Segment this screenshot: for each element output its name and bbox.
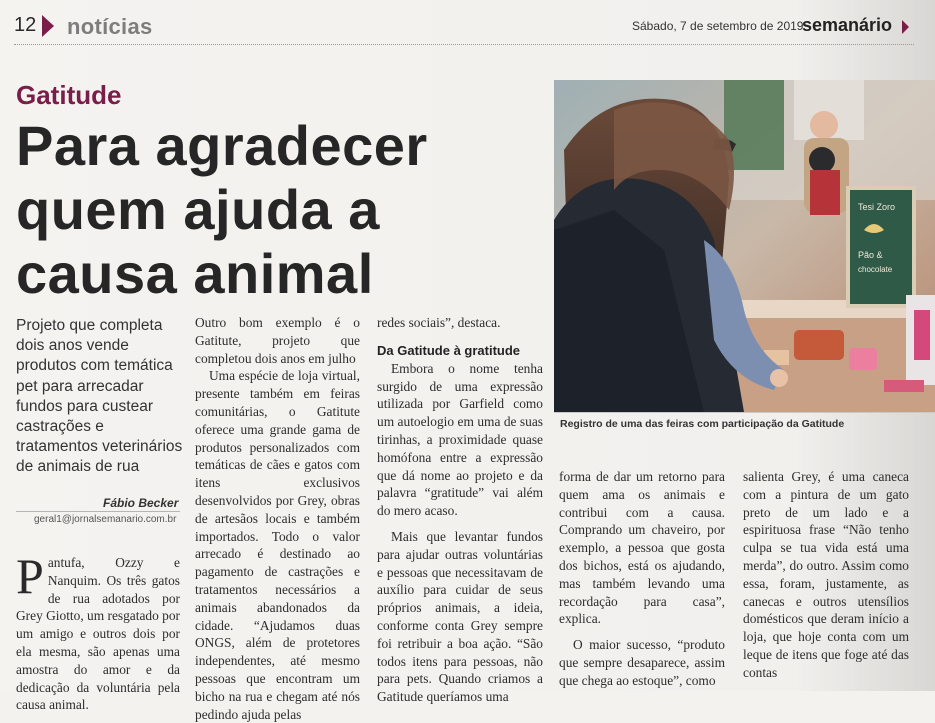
article-subhead: Da Gatitude à gratitude bbox=[377, 342, 521, 358]
sign-text: chocolate bbox=[858, 265, 893, 274]
paragraph: redes sociais”, destaca. bbox=[377, 315, 501, 330]
article-column-5 bbox=[743, 468, 909, 682]
photo-caption: Registro de uma das feiras com participação da Gatitude bbox=[560, 418, 845, 430]
paragraph: Mais que levantar fundos para ajudar outras voluntárias e pessoas que necessitavam de auxílio para cuidar de seus próprios animais, a ideia, conforme conta Grey sempre foi retribuir a boa ação. “São todos itens para pessoas, não para pets. Quando criamos a Gatitude queríamos uma bbox=[377, 528, 543, 705]
article-headline bbox=[16, 114, 546, 306]
author-name: Fábio Becker bbox=[103, 496, 179, 510]
paragraph: Uma espécie de loja virtual, presente também em feiras comunitárias, o Gatitute oferece uma grande gama de produtos personalizados com temáticas de cães e gatos com itens exclusivos desenvolvidos por Grey, obras de artesãos locais e também importados. Todo o valor arrecado é destinado ao pagamento de castrações e tratamentos necessários a animais abandonados da cidade. “Ajudamos duas ONGS, além de protetores independentes, até mesmo pessoas que encontram um bicho na rua e chegam até nós pedindo ajuda pelas bbox=[195, 368, 360, 722]
paragraph: Outro bom exemplo é o Gatitute, projeto que completou dois anos em julho bbox=[195, 315, 360, 366]
paragraph: Embora o nome tenha surgido de uma expressão utilizada por Garfield como um autoelogio em uma de suas tirinhas, a proximidade quase homófona entre a expressão que dá nome ao projeto e da palavra “gratitude” vai além do mero acaso. bbox=[377, 360, 543, 519]
issue-date: Sábado, 7 de setembro de 2019 bbox=[632, 19, 804, 33]
article-kicker: Gatitude bbox=[16, 80, 122, 110]
article-column-3 bbox=[377, 314, 543, 706]
author-email: geral1@jornalsemanario.com.br bbox=[34, 514, 177, 525]
article-column-4 bbox=[559, 468, 725, 690]
article-photo bbox=[554, 80, 935, 412]
chevron-right-icon bbox=[42, 15, 54, 37]
headline-line: causa animal bbox=[16, 242, 374, 305]
article-standfirst: Projeto que completa dois anos vende produtos com temática pet para arrecadar fundos para custear castrações e tratamentos veterinários de animais de rua bbox=[16, 317, 183, 476]
paragraph: forma de dar um retorno para quem ama os animais e contribui com a causa. Comprando um chaveiro, por exemplo, a pessoa que gosta dos bichos, está os ajudando, mas também levando uma recordação para casa”, explica. bbox=[559, 469, 725, 627]
page-number: 12 bbox=[14, 14, 37, 36]
paragraph: antufa, Ozzy e Nanquim. Os três gatos de rua adotados por Grey Giotto, um resgatado por um amigo e outros dois por ela mesma, são apenas uma amostra do amor e da dedicação da voluntária pela causa animal. bbox=[16, 555, 180, 713]
article-column-1 bbox=[16, 548, 180, 714]
headline-line: quem ajuda a bbox=[16, 178, 380, 241]
brand-logo: semanário bbox=[802, 15, 893, 35]
paragraph: O maior sucesso, “produto que sempre desaparece, assim que chega ao estoque”, como bbox=[559, 637, 725, 688]
header-divider bbox=[14, 44, 914, 45]
section-title: notícias bbox=[67, 14, 153, 39]
caption-divider bbox=[554, 412, 935, 413]
sign-text: Pão & bbox=[858, 250, 883, 260]
sign-text: Tesi Zoro bbox=[858, 202, 896, 212]
headline-line: Para agradecer bbox=[16, 114, 428, 177]
brand-chevron-icon bbox=[902, 20, 909, 34]
byline-divider bbox=[16, 511, 180, 512]
drop-cap: P bbox=[16, 548, 44, 604]
article-column-2 bbox=[195, 314, 360, 723]
paragraph: salienta Grey, é uma caneca com a pintura de um gato preto de um lado e a espirituosa frase “Não tenho culpa se tua vida está uma merda”, do outro. Assim como essa, foram, justamente, as canecas e outros utensílios domésticos que deram início a loja, que hoje conta com um leque de itens que foge até das contas bbox=[743, 469, 909, 680]
